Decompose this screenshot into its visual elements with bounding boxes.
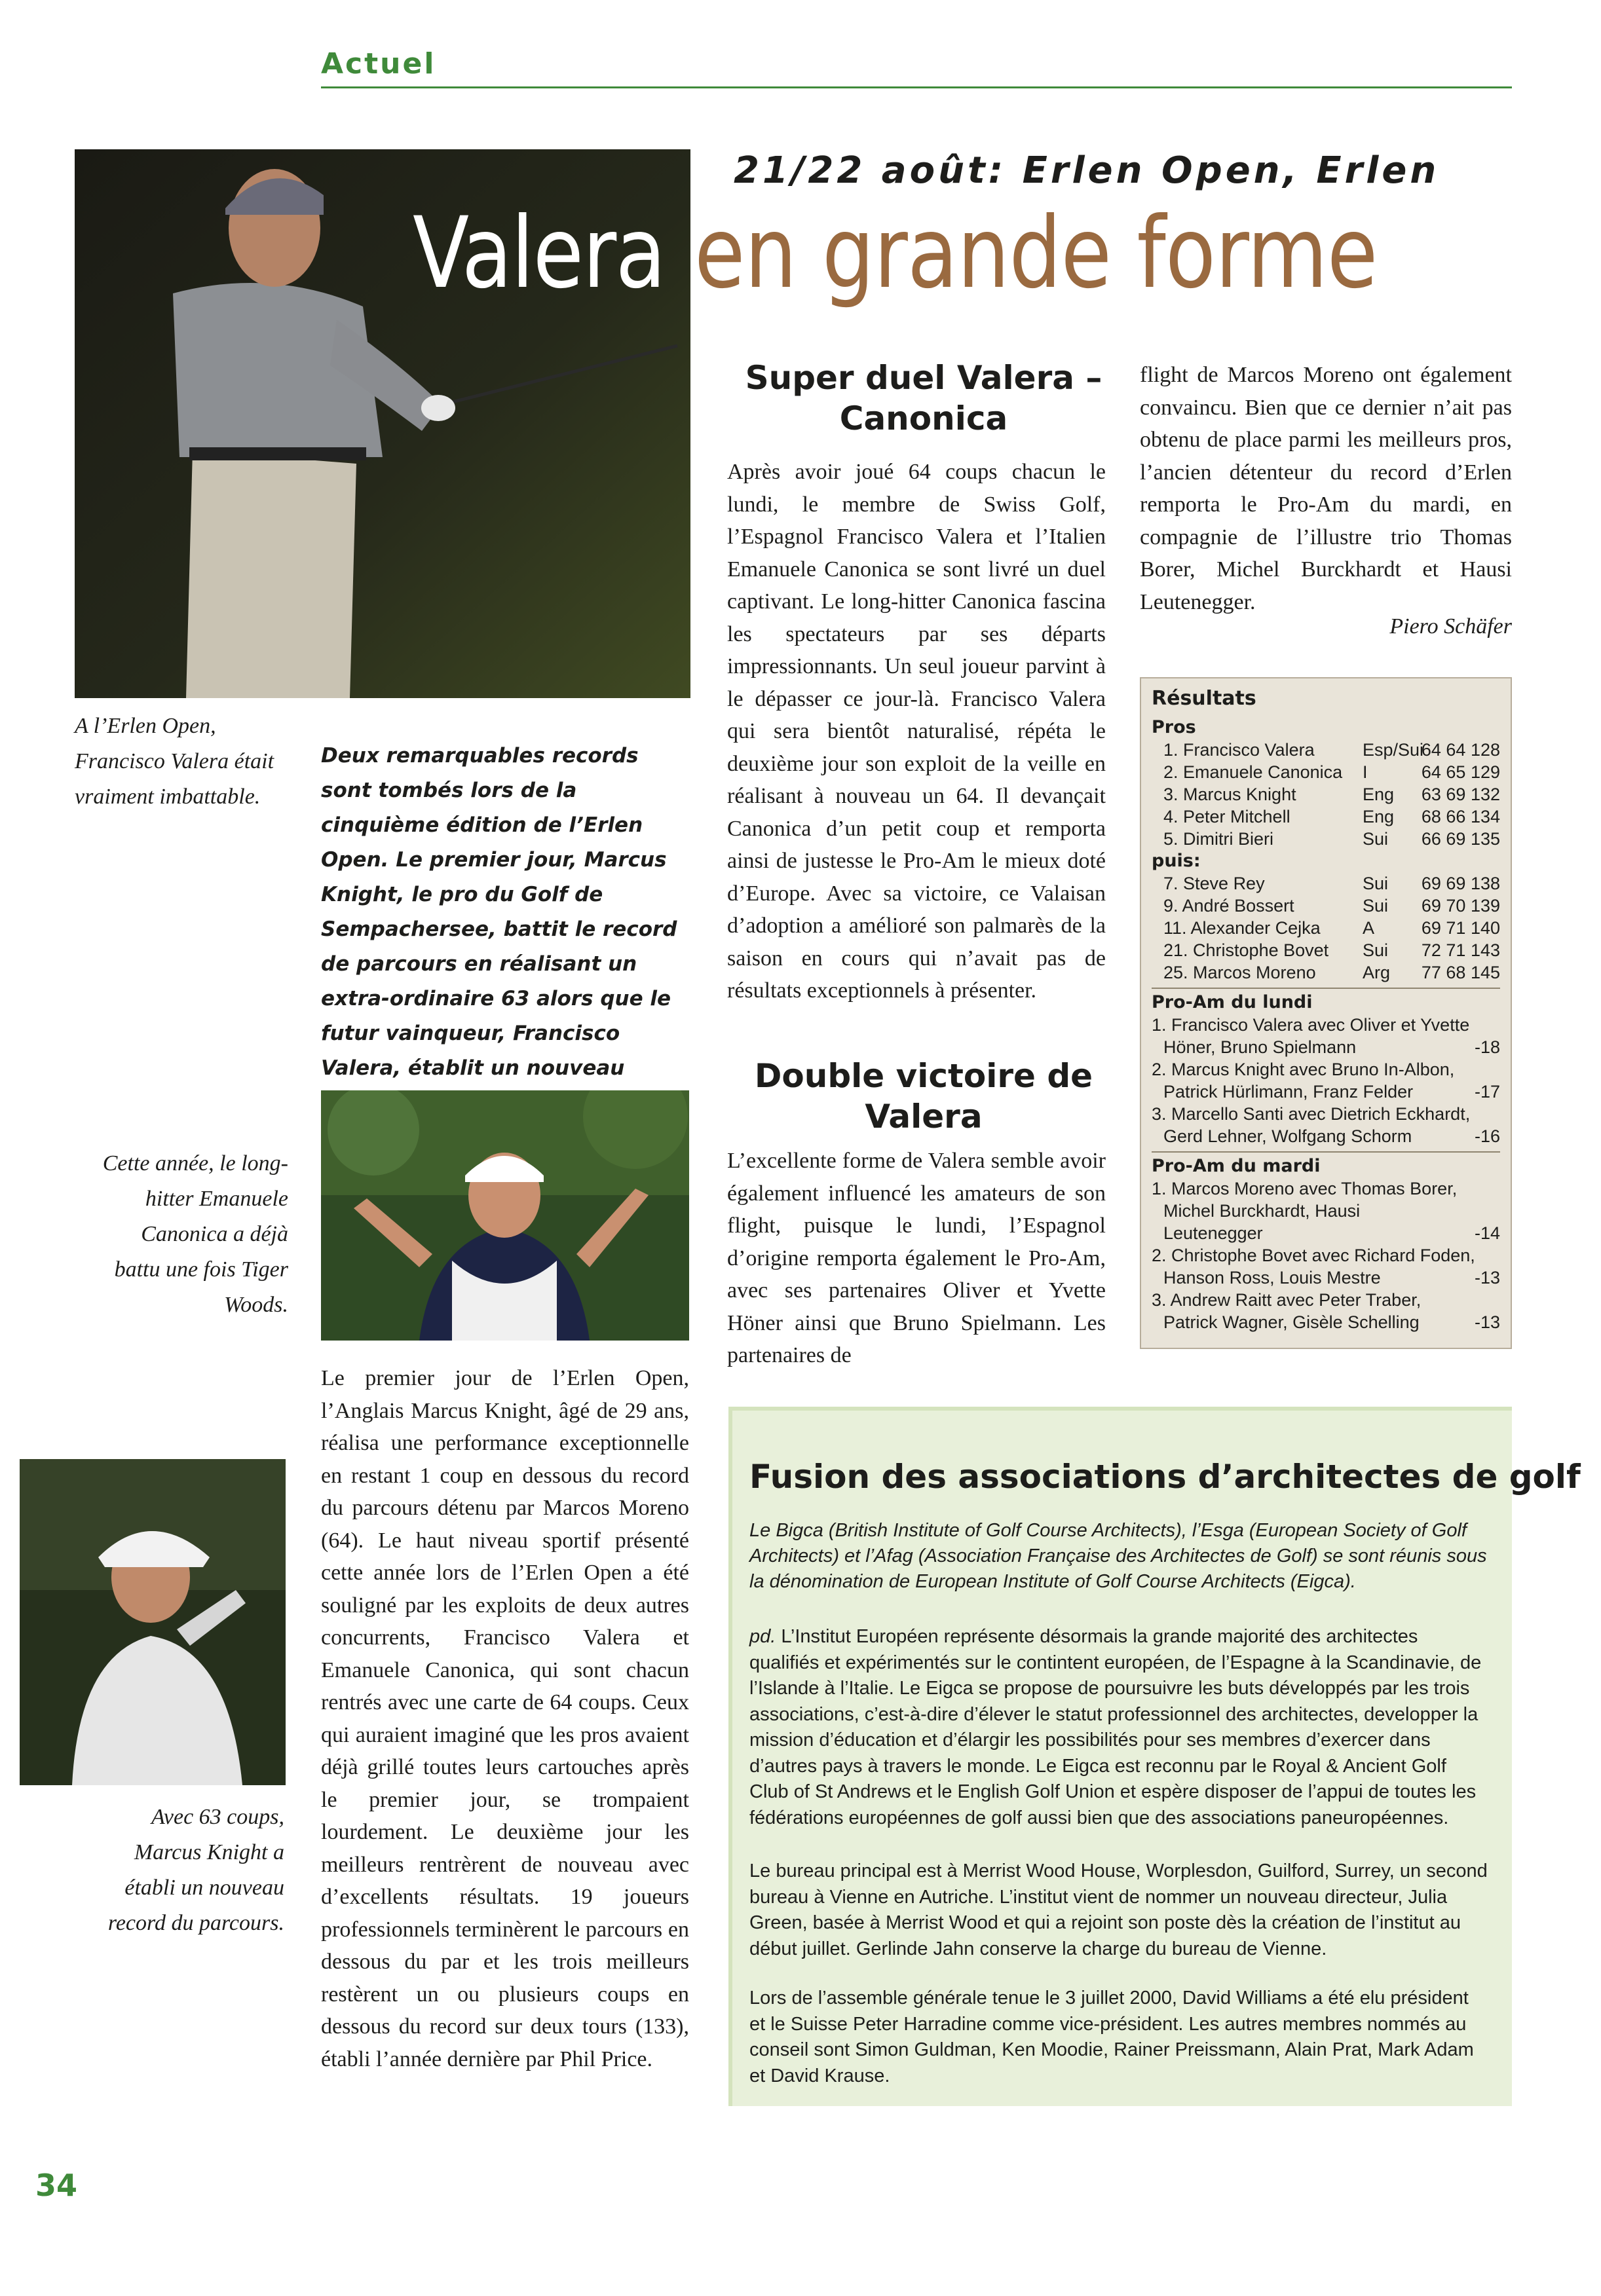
title-name: Valera [413, 196, 666, 310]
proam-entry: 1. Marcos Moreno avec Thomas Borer, Michel Burckhardt, Hausi Leutenegger -14 [1152, 1179, 1500, 1243]
header-rule [321, 86, 1512, 88]
caption-valera: A l’Erlen Open, Francisco Valera était vraiment imbattable. [75, 714, 274, 809]
result-row: 25. Marcos Moreno Arg 77 68 145 [1163, 963, 1500, 982]
proam-entry: 1. Francisco Valera avec Oliver et Yvette Höner, Bruno Spielmann -18 [1152, 1015, 1500, 1057]
sidebar-intro: Le Bigca (British Institute of Golf Course Architects), l’Esga (European Society of Golf Architects) et l’Afag (Association Française des Architectes de Golf) se sont réunis sous la dénomination de European Institute of Golf Course Architects (Eigca). [749, 1520, 1487, 1592]
result-row: 9. André Bossert Sui 69 70 139 [1163, 896, 1500, 916]
proam-mardi-label: Pro-Am du mardi [1152, 1156, 1321, 1176]
subhead-double-victoire: Double victoire de Valera [754, 1057, 1093, 1136]
section-label: Actuel [321, 47, 436, 81]
proam-entry: 3. Andrew Raitt avec Peter Traber, Patrick Wagner, Gisèle Schelling -13 [1152, 1290, 1500, 1332]
photo-canonica [321, 1090, 689, 1341]
author-signature: Piero Schäfer [1389, 614, 1512, 639]
caption-canonica: Cette année, le long-hitter Emanuele Canonica a déjà battu une fois Tiger Woods. [102, 1151, 288, 1317]
sidebar-paragraph-3: Lors de l’assemble générale tenue le 3 juillet 2000, David Williams a été elu président et le Suisse Peter Harradine comme vice-président. Les autres membres nommés au conseil sont Simon Guldman, Ken Moodie, Rainer Preissmann, Alain Prat, Mark Adam et David Krause. [749, 1988, 1474, 2086]
title-main: en grande forme [694, 196, 1378, 310]
caption-knight: Avec 63 coups, Marcus Knight a établi un nouveau record du parcours. [107, 1805, 284, 1935]
result-row: 4. Peter Mitchell Eng 68 66 134 [1163, 807, 1500, 826]
date-line: 21/22 août: Erlen Open, Erlen [734, 149, 1440, 192]
body-paragraph-2: Après avoir joué 64 coups chacun le lundi, le membre de Swiss Golf, l’Espagnol Francisco Valera et l’Italien Emanuele Canonica se sont livré un duel captivant. Le long-hitter Canonica fascina les spectateurs par ses départs impressionnants. Un seul joueur parvint à le dépasser ce jour-là. Francisco Valera qui sera bientôt naturalisé, répéta le deuxième jour son exploit de la veille en réalisant à nouveau un 64. Il devançait Canonica d’un petit coup et remporta ainsi de justesse le Pro-Am le mieux doté d’Europe. Avec sa victoire, ce Valaisan d’adoption a amélioré son palmarès de la saison en cours qui n’avait pas de résultats exceptionnels à présenter. [727, 460, 1106, 1003]
proam-lundi-label: Pro-Am du lundi [1152, 992, 1313, 1012]
lead-paragraph: Deux remarquables records sont tombés lors de la cinquième édition de l’Erlen Open. Le premier jour, Marcus Knight, le pro du Golf de Sempachersee, battit le record de parcours en réalisant un extra-ordinaire 63 alors que le futur vainqueur, Francisco Valera, établit un nouveau [321, 744, 677, 1080]
body-paragraph-3: L’excellente forme de Valera semble avoir également influencé les amateurs de son flight, puisque le lundi, l’Espagnol d’origine remporta également le Pro-Am, avec ses partenaires Oliver et Yvette Höner ainsi que Bruno Spielmann. Les partenaires de [727, 1149, 1106, 1367]
result-row: 7. Steve Rey Sui 69 69 138 [1163, 874, 1500, 893]
body-paragraph-4: flight de Marcos Moreno ont également convaincu. Bien que ce dernier n’ait pas obtenu de place parmi les meilleurs pros, l’ancien détenteur du record d’Erlen remporta le Pro-Am du mardi, en compagnie de l’illustre trio Thomas Borer, Michel Burckhardt et Hausi Leutenegger. [1140, 363, 1512, 614]
proam-entry: 3. Marcello Santi avec Dietrich Eckhardt, Gerd Lehner, Wolfgang Schorm -16 [1152, 1104, 1500, 1146]
sidebar-paragraph-2: Le bureau principal est à Merrist Wood House, Worplesdon, Guilford, Surrey, un second bureau à Vienne en Autriche. L’institut vient de nommer un nouveau directeur, Julia Green, basée à Merrist Wood et qui a rejoint son poste dès la création de l’institut au début juillet. Gerlinde Jahn conserve la charge du bureau de Vienne. [749, 1861, 1488, 1959]
sidebar-leadin: pd. [749, 1626, 776, 1647]
result-row: 1. Francisco Valera Esp/Sui 64 64 128 [1163, 740, 1500, 760]
result-row: 5. Dimitri Bieri Sui 66 69 135 [1163, 829, 1500, 849]
results-divider [1152, 988, 1500, 989]
result-row: 21. Christophe Bovet Sui 72 71 143 [1163, 940, 1500, 960]
results-pros-label: Pros [1152, 717, 1196, 737]
subhead-super-duel: Super duel Valera – Canonica [745, 359, 1102, 437]
results-box [1140, 677, 1512, 1349]
body-paragraph-1: Le premier jour de l’Erlen Open, l’Anglais Marcus Knight, âgé de 29 ans, réalisa une performance exceptionnelle en restant 1 coup en dessous du record du parcours détenu par Marcos Moreno (64). Le haut niveau sportif présenté cette année lors de l’Erlen Open a été souligné par les exploits de deux autres concurrents, Francisco Valera et Emanuele Canonica, qui sont chacun rentrés avec une carte de 64 coups. Ceux qui auraient imaginé que les pros avaient déjà grillé toutes leurs cartouches après le premier jour, se trompaient lourdement. Le deuxième jour les meilleurs rentrèrent de nouveau avec d’excellents résultats. 19 joueurs professionnels terminèrent le parcours en dessous du par et les trois meilleurs restèrent un ou plusieurs coups en dessous du record sur deux tours (133), établi l’année dernière par Phil Price. [321, 1366, 689, 2071]
result-row: 2. Emanuele Canonica I 64 65 129 [1163, 762, 1500, 782]
result-row: 3. Marcus Knight Eng 63 69 132 [1163, 785, 1500, 804]
proam-entry: 2. Christophe Bovet avec Richard Foden, Hanson Ross, Louis Mestre -13 [1152, 1246, 1500, 1287]
proam-entry: 2. Marcus Knight avec Bruno In-Albon, Patrick Hürlimann, Franz Felder -17 [1152, 1060, 1500, 1102]
results-divider [1152, 1151, 1500, 1153]
sidebar-paragraph-1: pd. L’Institut Européen représente désormais la grande majorité des architectes qualifiés et expérimentés sur le contintent européen, de l’Espagne à la Scandinavie, de l’Islande à l’Italie. Le Eigca se propose de poursuivre les buts développés par les trois associations, c’est-à-dire d’élever le statut professionnel des architectes, developper la mission d’éducation et d’élargir les possibilités pour ses membres d’exercer dans d’autres pays à travers le monde. Le Eigca est reconnu par le Royal & Ancient Golf Club of St Andrews et le English Golf Union et espère disposer de l’appui de toutes les fédérations européennes de golf aussi bien que des associations paneuropéennes. [749, 1626, 1482, 1828]
page-number: 34 [35, 2168, 78, 2203]
results-puis-label: puis: [1152, 851, 1201, 871]
sidebar-title: Fusion des associations d’architectes de golf [749, 1458, 1581, 1496]
photo-knight [20, 1459, 286, 1785]
result-row: 11. Alexander Cejka A 69 71 140 [1163, 918, 1500, 938]
results-title: Résultats [1152, 687, 1256, 710]
